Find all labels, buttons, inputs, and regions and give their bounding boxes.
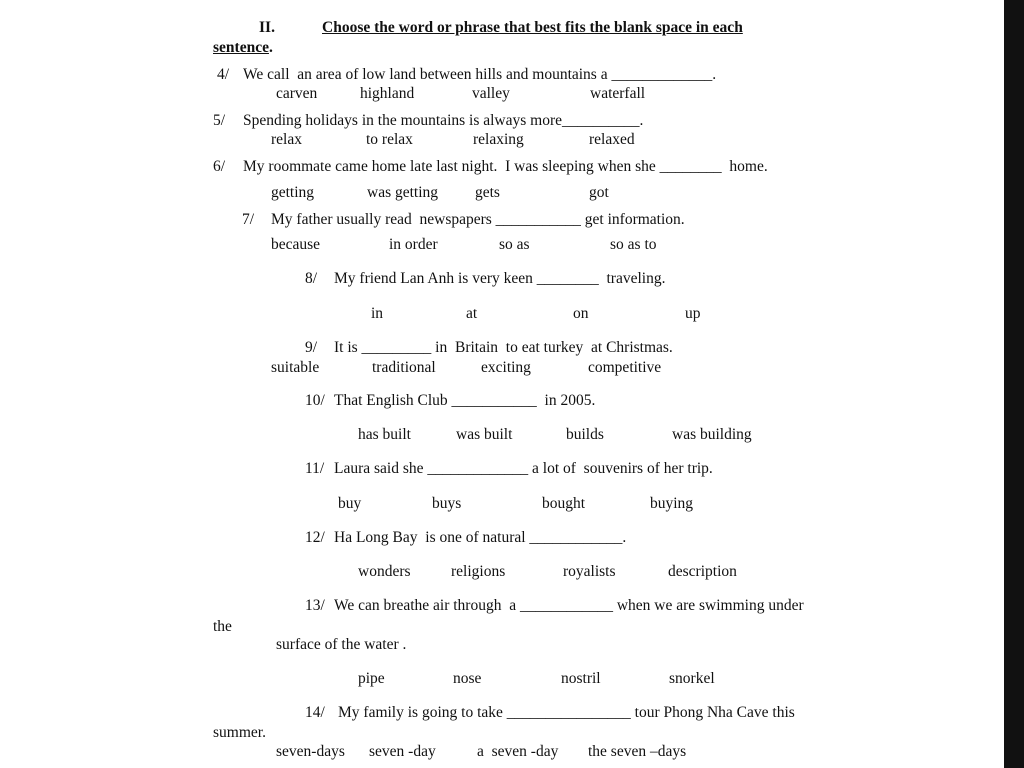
answer-option[interactable]: was built xyxy=(456,426,513,443)
question-number: 7/ xyxy=(242,211,255,228)
answer-option[interactable]: competitive xyxy=(588,359,662,376)
section-instruction: Choose the word or phrase that best fits the blank space in each xyxy=(322,19,743,36)
question-text: My friend Lan Anh is very keen ________ traveling. xyxy=(334,270,666,287)
answer-option[interactable]: a seven -day xyxy=(477,743,559,760)
answer-option[interactable]: got xyxy=(589,184,609,201)
answer-option[interactable]: in order xyxy=(389,236,438,253)
answer-option[interactable]: highland xyxy=(360,85,415,102)
question-number: 11/ xyxy=(305,460,325,477)
answer-option[interactable]: to relax xyxy=(366,131,413,148)
answer-option[interactable]: carven xyxy=(276,85,318,102)
question-text: We call an area of low land between hills and mountains a _____________. xyxy=(243,66,717,83)
question-text: That English Club ___________ in 2005. xyxy=(334,392,596,409)
answer-option[interactable]: religions xyxy=(451,563,506,580)
question-text: We can breathe air through a ____________ when we are swimming under xyxy=(334,597,804,614)
answer-option[interactable]: wonders xyxy=(358,563,411,580)
answer-option[interactable]: the seven –days xyxy=(588,743,687,760)
answer-option[interactable]: gets xyxy=(475,184,500,201)
question-number: 5/ xyxy=(213,112,226,129)
answer-option[interactable]: description xyxy=(668,563,737,580)
section-instruction-period: . xyxy=(268,39,273,56)
answer-option[interactable]: relaxing xyxy=(473,131,524,148)
answer-option[interactable]: relax xyxy=(271,131,302,148)
question-number: 10/ xyxy=(305,392,325,409)
answer-option[interactable]: builds xyxy=(566,426,604,443)
question-text-continued: surface of the water . xyxy=(276,636,407,653)
answer-option[interactable]: snorkel xyxy=(669,670,715,687)
question-number: 14/ xyxy=(305,704,325,721)
question-text: My roommate came home late last night. I was sleeping when she ________ home. xyxy=(243,158,768,175)
answer-option[interactable]: nose xyxy=(453,670,482,687)
section-instruction-cont xyxy=(213,39,273,57)
question-text: It is _________ in Britain to eat turkey at Christmas. xyxy=(334,339,673,356)
section-number: II. xyxy=(259,19,275,36)
answer-option[interactable]: buying xyxy=(650,495,694,512)
question-number: 13/ xyxy=(305,597,325,614)
answer-option[interactable]: so as xyxy=(499,236,530,253)
answer-option[interactable]: traditional xyxy=(372,359,436,376)
question-number: 6/ xyxy=(213,158,226,175)
answer-option[interactable]: because xyxy=(271,236,321,253)
question-text-continued: summer. xyxy=(213,724,266,741)
answer-option[interactable]: nostril xyxy=(561,670,601,687)
answer-option[interactable]: suitable xyxy=(271,359,320,376)
question-text: Laura said she _____________ a lot of souvenirs of her trip. xyxy=(334,460,713,477)
answer-option[interactable]: was building xyxy=(672,426,752,443)
answer-option[interactable]: has built xyxy=(358,426,411,443)
window-edge-bar xyxy=(1004,0,1024,768)
question-text-continued: the xyxy=(213,618,232,635)
answer-option[interactable]: exciting xyxy=(481,359,531,376)
answer-option[interactable]: on xyxy=(573,305,589,322)
question-number: 9/ xyxy=(305,339,318,356)
question-text: Spending holidays in the mountains is always more__________. xyxy=(243,112,644,129)
answer-option[interactable]: getting xyxy=(271,184,315,201)
answer-option[interactable]: waterfall xyxy=(590,85,646,102)
answer-option[interactable]: royalists xyxy=(563,563,616,580)
answer-option[interactable]: was getting xyxy=(367,184,439,201)
section-instruction-cont-text: sentence xyxy=(213,39,269,56)
question-number: 4/ xyxy=(217,66,230,83)
question-text: My family is going to take ________________ tour Phong Nha Cave this xyxy=(338,704,795,721)
answer-option[interactable]: pipe xyxy=(358,670,385,687)
question-number: 8/ xyxy=(305,270,318,287)
question-text: My father usually read newspapers ___________ get information. xyxy=(271,211,685,228)
answer-option[interactable]: buys xyxy=(432,495,462,512)
answer-option[interactable]: seven -day xyxy=(369,743,436,760)
answer-option[interactable]: valley xyxy=(472,85,510,102)
answer-option[interactable]: in xyxy=(371,305,384,322)
answer-option[interactable]: at xyxy=(466,305,478,322)
question-text: Ha Long Bay is one of natural ____________. xyxy=(334,529,627,546)
question-number: 12/ xyxy=(305,529,325,546)
cropped-previous-line xyxy=(320,0,780,2)
answer-option[interactable]: up xyxy=(685,305,701,322)
answer-option[interactable]: seven-days xyxy=(276,743,345,760)
answer-option[interactable]: buy xyxy=(338,495,362,512)
answer-option[interactable]: bought xyxy=(542,495,586,512)
answer-option[interactable]: relaxed xyxy=(589,131,635,148)
answer-option[interactable]: so as to xyxy=(610,236,657,253)
